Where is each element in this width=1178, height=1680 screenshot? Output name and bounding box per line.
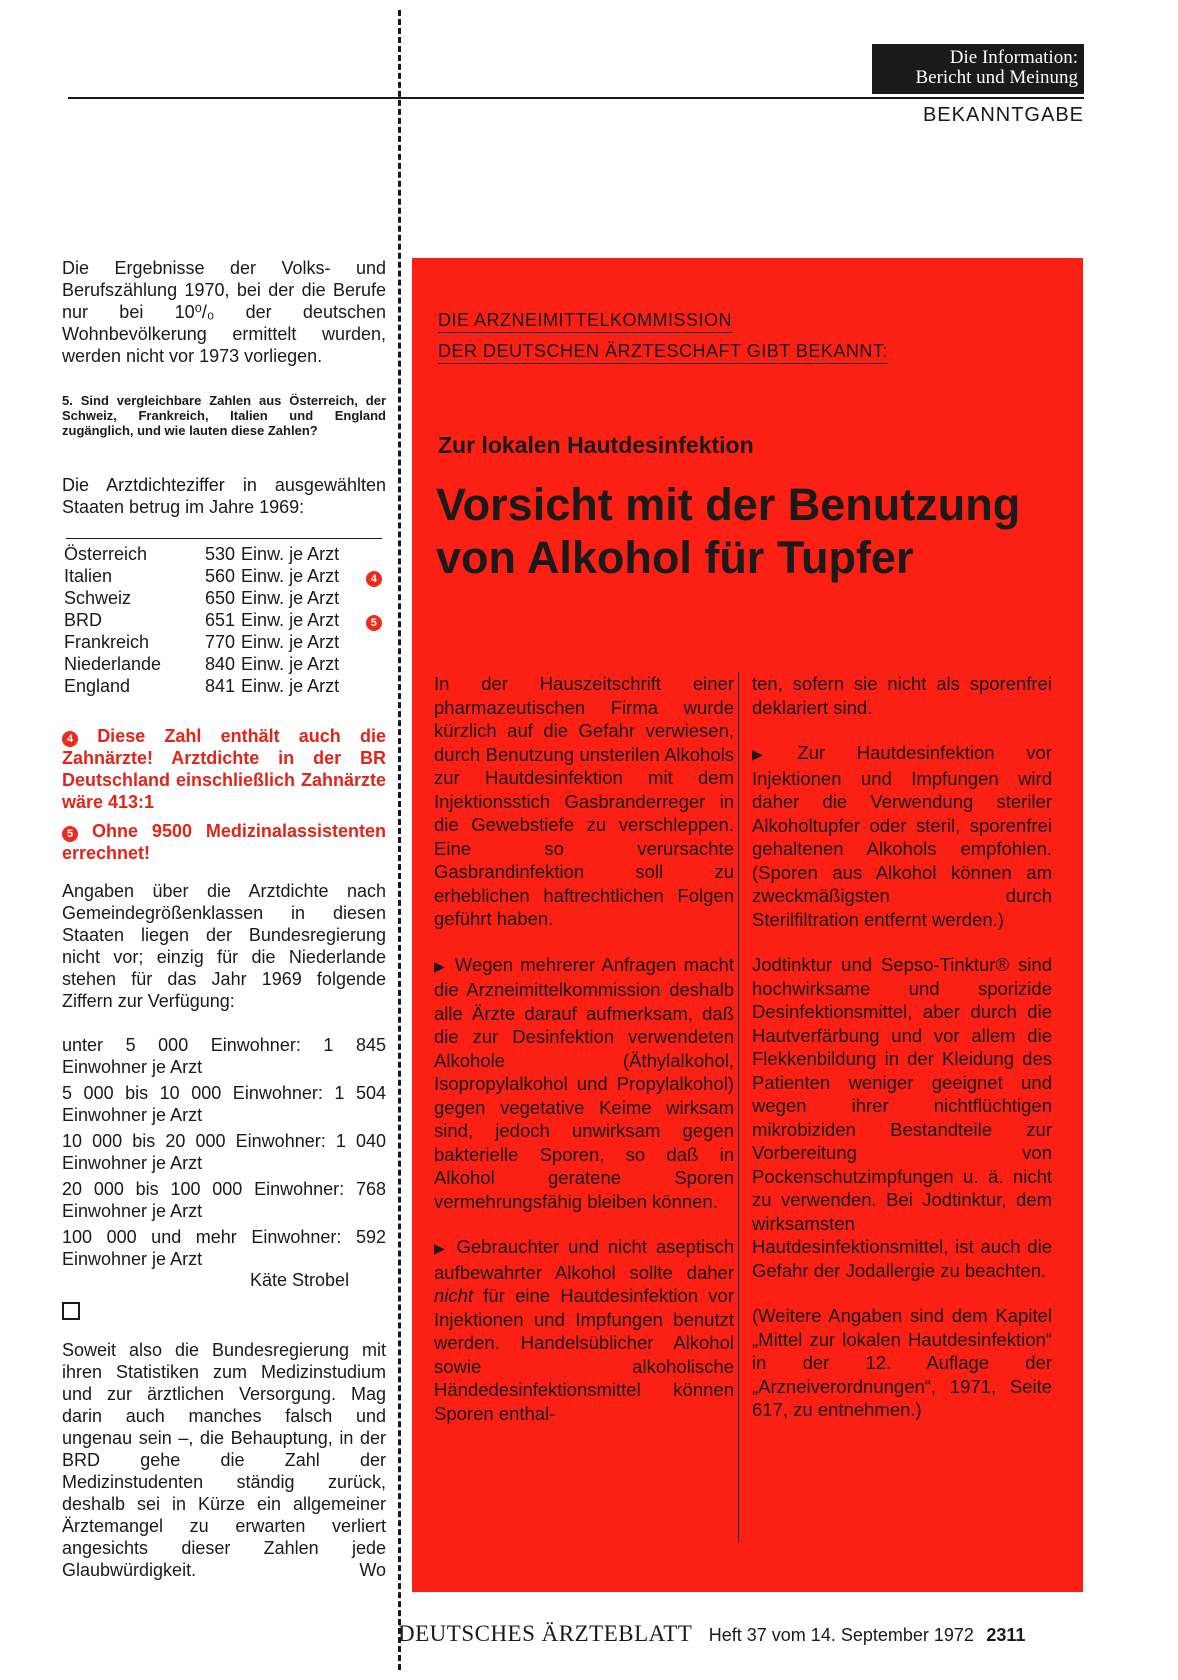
table-row	[64, 565, 394, 587]
notice-issuer-line1: DIE ARZNEIMITTELKOMMISSION	[438, 310, 732, 333]
commentary-author: Wo	[359, 1560, 386, 1580]
notice-column-1	[434, 672, 734, 1447]
unit-cell: Einw. je Arzt	[241, 676, 340, 696]
column-separator	[738, 672, 739, 1542]
list-item: unter 5 000 Einwohner: 1 845 Einwohner je Arzt	[62, 1035, 386, 1077]
country-cell: Niederlande	[64, 654, 162, 674]
value-cell: 530	[205, 544, 236, 564]
table-row	[64, 609, 394, 631]
table-row	[64, 675, 394, 697]
emphasis: nicht	[434, 1285, 474, 1306]
country-cell: Schweiz	[64, 588, 132, 608]
unit-cell: Einw. je Arzt	[241, 632, 340, 652]
notice-headline: Vorsicht mit der Benutzung von Alkohol für Tupfer	[436, 479, 1021, 583]
table-row	[64, 543, 394, 565]
notice-column-2	[752, 672, 1052, 1444]
municipality-list	[62, 1034, 386, 1274]
value-cell: 770	[205, 632, 236, 652]
footnote-marker: 5	[366, 615, 382, 631]
table-row	[64, 587, 394, 609]
header-rule	[68, 97, 1084, 99]
value-cell: 840	[205, 654, 236, 674]
commentary-paragraph	[62, 1339, 386, 1581]
question-5: 5. Sind vergleichbare Zahlen aus Österreich, der Schweiz, Frankreich, Italien und England zugänglich, und wie lauten diese Zahlen?	[62, 393, 386, 438]
footnote-marker: 5	[62, 826, 78, 842]
notice-paragraph: ▶ Gebrauchter und nicht aseptisch aufbewahrter Alkohol sollte daher nicht für eine Hautdesinfektion vor Injektionen und Impfungen benutzt werden. Handelsüblicher Alkohol sowie alkoholische Händedesinfektionsmittel können Sporen enthal-	[434, 1236, 735, 1424]
notice-paragraph: ▶ Wegen mehrerer Anfragen macht die Arzneimittelkommission deshalb alle Ärzte darauf aufmerksam, daß die zur Desinfektion verwendeten Alkohole (Äthylalkohol, Isopropylalkohol und Propylalkohol) gegen vegetative Keime wirksam sind, jedoch unwirksam gegen bakterielle Sporen, so daß in Alkohol geratene Sporen vermehrungsfähig bleiben können.	[434, 953, 734, 1212]
unit-cell: Einw. je Arzt	[241, 610, 340, 630]
issue-info: Heft 37 vom 14. September 1972	[708, 1625, 974, 1645]
country-cell: Frankreich	[64, 632, 150, 652]
list-item: 10 000 bis 20 000 Einwohner: 1 040 Einwohner je Arzt	[62, 1131, 386, 1173]
results-paragraph: Die Ergebnisse der Volks- und Berufszählung 1970, bei der die Berufe nur bei 10⁰/₀ der deutschen Wohnbevölkerung ermittelt wurden, werden nicht vor 1973 vorliegen.	[62, 258, 386, 366]
notice-kicker: Zur lokalen Hautdesinfektion	[438, 432, 754, 458]
triangle-bullet-icon: ▶	[434, 957, 447, 974]
table-row	[64, 631, 394, 653]
country-cell: England	[64, 676, 131, 696]
list-item: 5 000 bis 10 000 Einwohner: 1 504 Einwohner je Arzt	[62, 1083, 386, 1125]
list-item: 100 000 und mehr Einwohner: 592 Einwohner je Arzt	[62, 1227, 386, 1269]
footnote-5-text: Ohne 9500 Medizinalassistenten errechnet!	[62, 821, 386, 863]
notice-paragraph: Jodtinktur und Sepso-Tinktur® sind hochwirksame und sporizide Desinfektionsmittel, aber durch die Hautverfärbung und vor allem die Flekkenbildung in der Kleidung des Patienten weniger geeignet und wegen ihrer nichtflüchtigen mikrobiziden Bestandteile zur Vorbereitung von Pockenschutzimpfungen u. ä. nicht zu verwenden. Bei Jodtinktur, dem wirksamsten Hautdesinfektionsmittel, ist auch die Gefahr der Jodallergie zu beachten.	[752, 954, 1052, 1281]
value-cell: 560	[205, 566, 236, 586]
notice-issuer-line2: DER DEUTSCHEN ÄRZTESCHAFT GIBT BEKANNT:	[438, 341, 888, 364]
notice-paragraph: In der Hauszeitschrift einer pharmazeutischen Firma wurde kürzlich auf die Gefahr verwiesen, durch Benutzung unsterilen Alkohols zur Hautdesinfektion mit dem Injektionsstich Gasbranderreger in die Gewebstiefe zu verschleppen. Eine so verursachte Gasbrandinfektion soll zu erheblichen haftrechtlichen Folgen geführt haben.	[434, 673, 734, 929]
notice-paragraph: ▶ Zur Hautdesinfektion vor Injektionen und Impfungen wird daher die Verwendung steriler Alkoholtupfer oder steril, sporenfrei gehaltenen Alkohols empfohlen. (Sporen aus Alkohol können am zweckmäßigsten durch Sterilfiltration entfernt werden.)	[752, 742, 1052, 930]
footnote-marker: 4	[366, 571, 382, 587]
country-cell: BRD	[64, 610, 103, 630]
table-rule	[66, 538, 382, 539]
density-intro: Die Arztdichteziffer in ausgewählten Staaten betrug im Jahre 1969:	[62, 475, 386, 517]
footnote-5	[62, 820, 386, 864]
unit-cell: Einw. je Arzt	[241, 654, 340, 674]
category-label: BEKANNTGABE	[922, 104, 1084, 126]
notice-paragraph: (Weitere Angaben sind dem Kapitel „Mittel zur lokalen Hautdesinfektion“ in der 12. Auflage der „Arzneiverordnungen“, 1971, Seite 617, zu entnehmen.)	[752, 1305, 1052, 1420]
section-label-line1: Die Information:	[949, 47, 1078, 68]
footnote-4	[62, 725, 386, 813]
magazine-name: DEUTSCHES ÄRZTEBLATT	[398, 1621, 693, 1646]
triangle-bullet-icon: ▶	[434, 1240, 449, 1256]
density-table	[64, 543, 394, 697]
page-number: 2311	[986, 1625, 1026, 1645]
signer: Käte Strobel	[250, 1270, 350, 1290]
section-label	[872, 44, 1084, 94]
end-mark	[62, 1302, 80, 1320]
footnote-4-text: Diese Zahl enthält auch die Zahnärzte! Arztdichte in der BR Deutschland einschließlich Zahnärzte wäre 413:1	[62, 726, 386, 812]
section-label-line2: Bericht und Meinung	[915, 67, 1078, 88]
list-item: 20 000 bis 100 000 Einwohner: 768 Einwohner je Arzt	[62, 1179, 386, 1221]
value-cell: 650	[205, 588, 236, 608]
municipality-paragraph: Angaben über die Arztdichte nach Gemeindegrößenklassen in diesen Staaten liegen der Bundesregierung nicht vor; einzig für die Niederlande stehen für das Jahr 1969 folgende Ziffern zur Verfügung:	[62, 881, 386, 1011]
unit-cell: Einw. je Arzt	[241, 544, 340, 564]
unit-cell: Einw. je Arzt	[241, 588, 340, 608]
value-cell: 651	[205, 610, 236, 630]
table-row	[64, 653, 394, 675]
country-cell: Österreich	[64, 544, 148, 564]
unit-cell: Einw. je Arzt	[241, 566, 340, 586]
notice-paragraph: ten, sofern sie nicht als sporenfrei deklariert sind.	[752, 673, 1052, 718]
commentary-text: Soweit also die Bundesregierung mit ihren Statistiken zum Medizinstudium und zur ärztlichen Versorgung. Mag darin auch manches falsch und ungenau sein –, die Behauptung, in der BRD gehe die Zahl der Medizinstudenten ständig zurück, deshalb sei in Kürze ein allgemeiner Ärztemangel zu erwarten verliert angesichts dieser Zahlen jede Glaubwürdigkeit.	[62, 1340, 386, 1580]
cut-line	[398, 10, 401, 1670]
value-cell: 841	[205, 676, 236, 696]
country-cell: Italien	[64, 566, 113, 586]
triangle-bullet-icon: ▶	[752, 746, 790, 762]
page-footer	[398, 1621, 1025, 1647]
footnote-marker: 4	[62, 731, 78, 747]
